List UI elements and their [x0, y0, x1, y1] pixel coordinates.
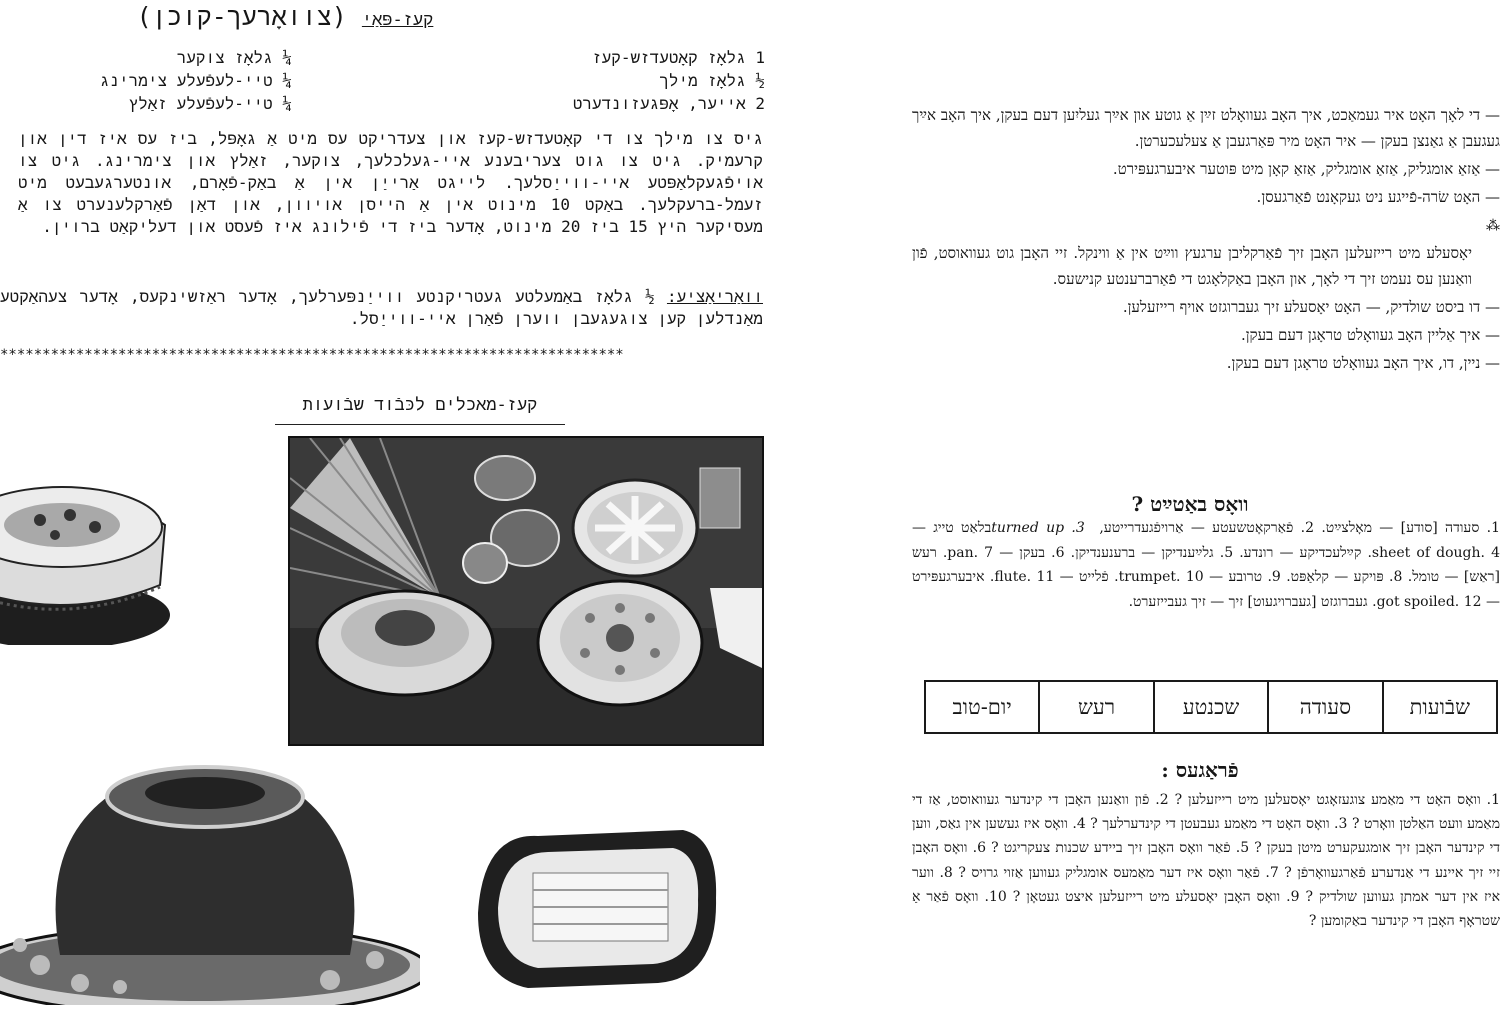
glossary-item: 12. געברוגזט [געברויגעוט] זיך — זיך געבייזערט. — [1128, 593, 1482, 610]
star-pie-illustration — [573, 480, 697, 576]
dairy-dishes-photo — [288, 436, 764, 746]
ingredient-item: ¼ טיי-לעפֿעלע צימרינג — [99, 71, 292, 90]
word-box-table — [924, 680, 1498, 734]
vocabulary-glossary — [912, 516, 1500, 614]
vocabulary-title: וואָס באַטײַט ? — [1131, 492, 1249, 516]
dome-cheese-mold-photo — [0, 755, 420, 1005]
dome-cheese-mold-illustration — [0, 755, 420, 1005]
glossary-item: בלאַט טייג — sheet of dough. — [912, 520, 1492, 561]
story-paragraph: — האָט שׂרה-פֿייגע ניט געקאָנט פֿאַרגעסן. — [1256, 188, 1500, 206]
ingredients-list-left — [30, 46, 292, 115]
glossary-item: turned up .3 — [991, 520, 1093, 536]
ring-cheesecake-photo — [0, 465, 170, 645]
word-box: שבֿועות — [1382, 682, 1496, 732]
recipe-title-main: (צוואָרעך-קוכן) — [136, 2, 347, 31]
story-excerpt — [912, 102, 1500, 378]
word-box: סעודה — [1267, 682, 1381, 732]
story-paragraph: — ניין, דו, איך האָב געוואָלט טראָגן דעם בעקן. — [1226, 354, 1500, 372]
ingredient-item: 2 אייער, אָפּגעזונדערט — [572, 94, 765, 113]
ingredient-item: ½ גלאָז מילך — [659, 71, 765, 90]
word-box: יום-טוב — [952, 694, 1012, 719]
glossary-item: 9. טרובע — trumpet. — [1118, 569, 1281, 585]
glossary-item: 5. גלײַענדיקן — ברענענדיקן. — [1064, 544, 1234, 561]
glossary-item: 4. קײַלעכדיקע — רונדע. — [1233, 544, 1500, 561]
questions-title: פֿראַגעס : — [1161, 758, 1239, 782]
ingredient-item: ¼ גלאָז צוקער — [176, 48, 292, 67]
glossary-item: 8. פּויקע — קלאַפּט. — [1280, 569, 1403, 585]
asterism-separator: ⁂ — [1486, 218, 1500, 234]
story-paragraph: — אַזאַ אומגליק, אַזאַ אומגליק, אַזאַ קאָן מיט פּוטער איבערגעפּירט. — [1112, 160, 1500, 178]
questions-text: 1. וואָס האָט די מאַמע צוגעזאָגט יאָסעלען מיט רייזעלען ? 2. פֿון וואַנען האָבן די קינדער געוואוסט, אַז די מאַמע וועט האַלטן וואָרט ? 3. וואָס האָט די מאַמע געבעטן די קינדערלעך ? 4. וואָס איז געשען אין גאַס, ווען די קינדער האָבן זיך אומגעקערט מיטן בעקן ? 5. פֿאַר וואָס האָבן זיך ביידע שכנות צעקריגט ? 6. וואָס האָבן זיי זיך איינע די אַנדערע פֿאַרגעוואָרפֿן ? 7. פֿאַר וואָס איז דער מאַמעס אומגליק געווען אַזוי גרויס ? 8. ווער איז אין דער אמתן געווען שולדיק ? 9. וואָס האָבן יאָסעלע מיט רייזעלען איצט געטאָן ? 10. וואָס פֿאַר אַ שטראָף האָבן די קינדער באַקומען ? — [912, 792, 1501, 930]
ingredients-list-right — [505, 46, 765, 115]
word-box: רעש — [1038, 682, 1152, 732]
blintz-tray-illustration — [468, 818, 723, 993]
glossary-item: 1. סעודה [סודע] — מאָלצײַט. — [1314, 520, 1500, 536]
ingredient-item: ¼ טיי-לעפֿעלע זאַלץ — [128, 94, 292, 113]
story-paragraph: — איך אַליין האָב געוואָלט טראָגן דעם בעקן. — [1240, 326, 1500, 344]
glossary-item: 11. איבערגעפּירט — got spoiled. — [912, 569, 1500, 610]
glossary-item: 6. בעקן — pan. — [947, 544, 1065, 561]
ring-cheesecake-illustration — [0, 465, 170, 645]
story-paragraph: יאָסעלע מיט רייזעלען האָבן זיך פֿאַרקליבן ערגעץ ווײַט אין אַ ווינקל. זיי האָבן גוט געוואוסט, פֿון וואַנען עס נעמט זיך די לאָך, און האָבן באַקלאָגט די פֿאַרברענטע קנישעס. — [912, 244, 1472, 288]
recipe-title — [120, 2, 450, 33]
glossary-item: 7. רעש [ראַש] — טומל. — [912, 544, 1501, 585]
decorated-cake-illustration — [317, 591, 493, 695]
recipe-instructions: גיס צו מילך צו די קאָטעדזש-קעז און צעדריקט עס מיט אַ גאָפּל, ביז עס איז דין און קרעמיק. גיט צו גוט צעריבענע איי-געלכלעך, צוקער, זאַלץ און צימרינג. גיט צו אויפֿגעקלאַפּטע איי-ווייַסלעך. לייגט אַרייַן אין אַ באַק-פֿאָרם, אונטערגעבעט מיט זעמל-ברעקלעך. באַקט 10 מינוט אין אַ הייסן אויוון, און דאַן פֿאַרקלענערט צו אַ מעסיקער היץ 15 ביז 20 מינוט, אָדער ביז די פֿילונג איז פֿעסט און דעליקאַט ברוין. — [18, 129, 763, 236]
dairy-dishes-illustration — [290, 438, 762, 744]
photo-caption: קעז-מאכלים לכּבֿוד שבֿועות — [275, 395, 565, 425]
glossary-item: 10. פֿלייט — flute. — [994, 569, 1204, 585]
variation-label: וואַריאַציע: — [666, 287, 763, 306]
variation-text: ½ גלאָז באַמעלטע געטריקנטע ווייַנפּערלעך, אָדער ראַזשינקעס, אָדער צעהאַקטע מאַנדלען קען צוגעגעבן ווערן פֿאַרן איי-ווייַסל. — [0, 287, 763, 328]
word-box: שכנטע — [1153, 682, 1267, 732]
recipe-title-label: קעז-פּאַי — [361, 10, 434, 30]
story-paragraph: — דו ביסט שולדיק, — האָט יאָסעלע זיך געברוגזט אויף רייזעלען. — [1122, 298, 1500, 316]
blintz-tray-photo — [468, 818, 723, 993]
recipe-variation — [0, 286, 763, 330]
star-divider: ************************************************************************** — [0, 347, 624, 363]
round-pie-illustration — [538, 581, 702, 705]
ingredient-item: 1 גלאָז קאָטעדזש-קעז — [592, 48, 765, 67]
glossary-item: 2. פֿאַרקאָטשעטע — אַרויפֿגעדרייטע, — [1092, 520, 1315, 536]
story-paragraph: — די לאָך האָט איר געמאַכט, איך האָב געוואָלט זײַן אַ גוטע און אײַך געליִען דעם בעקן, איך האָב אײַך געגעבן אַ גאַנצן בעקן — איר האָט מיר פּאַרגעבן אַ צעלעכערטן. — [912, 106, 1500, 150]
